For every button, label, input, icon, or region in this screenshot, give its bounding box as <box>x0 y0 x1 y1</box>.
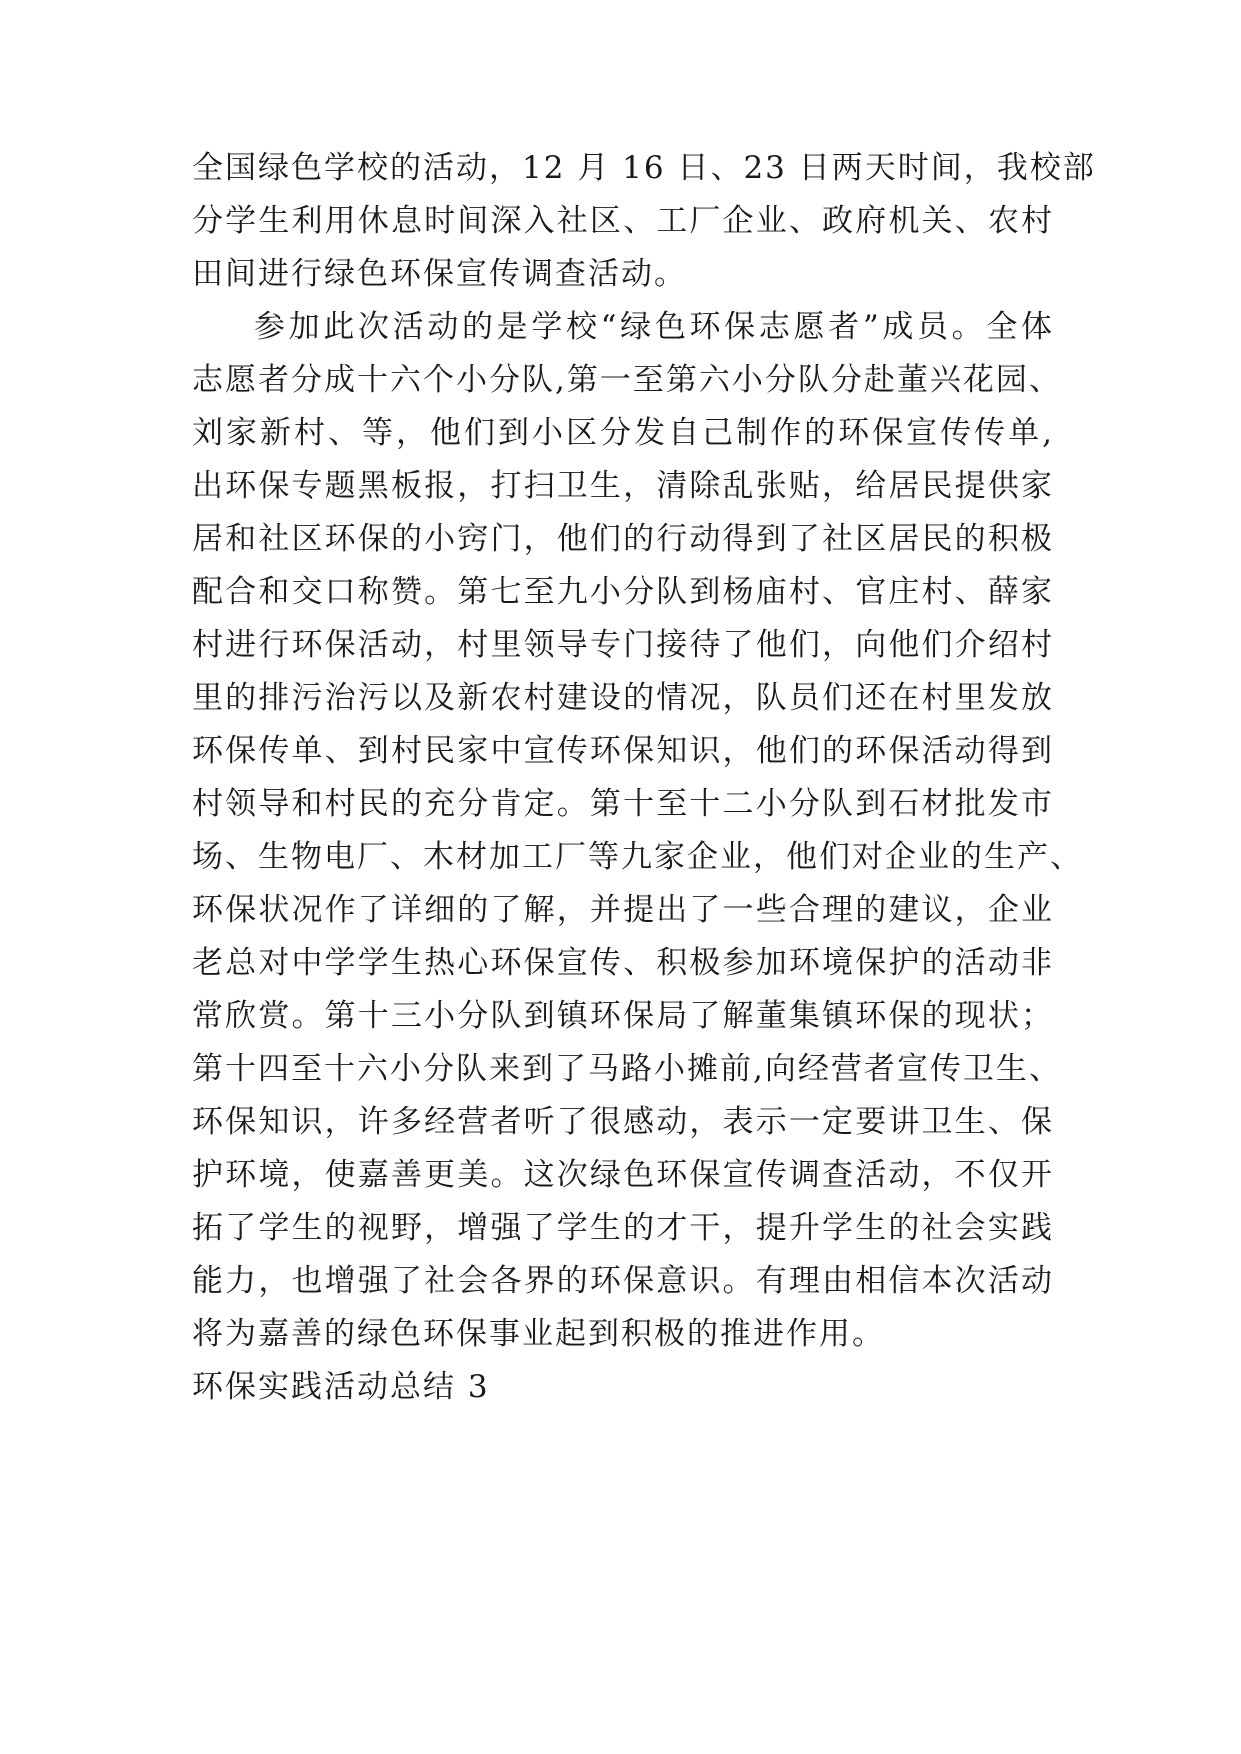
paragraph-2-line-3: 刘家新村、等，他们到小区分发自己制作的环保宣传传单, <box>192 415 1054 451</box>
paragraph-2-line-13: 老总对中学学生热心环保宣传、积极参加环境保护的活动非 <box>192 945 1054 981</box>
paragraph-2-line-1: 参加此次活动的是学校“绿色环保志愿者”成员。全体 <box>254 309 1054 345</box>
paragraph-2-line-9: 环保传单、到村民家中宣传环保知识，他们的环保活动得到 <box>192 733 1054 769</box>
paragraph-2-line-15: 第十四至十六小分队来到了马路小摊前,向经营者宣传卫生、 <box>192 1051 1062 1087</box>
paragraph-2-line-19: 能力，也增强了社会各界的环保意识。有理由相信本次活动 <box>192 1263 1054 1299</box>
section-heading: 环保实践活动总结 3 <box>192 1369 490 1405</box>
paragraph-2-line-2: 志愿者分成十六个小分队,第一至第六小分队分赴董兴花园、 <box>192 362 1062 398</box>
paragraph-2-line-8: 里的排污治污以及新农村建设的情况，队员们还在村里发放 <box>192 680 1054 716</box>
paragraph-2-line-10: 村领导和村民的充分肯定。第十至十二小分队到石材批发市 <box>192 786 1054 822</box>
paragraph-2-line-4: 出环保专题黑板报，打扫卫生，清除乱张贴，给居民提供家 <box>192 468 1054 504</box>
paragraph-2-line-16: 环保知识，许多经营者听了很感动，表示一定要讲卫生、保 <box>192 1104 1054 1140</box>
paragraph-1-line-1: 全国绿色学校的活动，12 月 16 日、23 日两天时间，我校部 <box>192 150 1096 186</box>
paragraph-2-line-5: 居和社区环保的小窍门，他们的行动得到了社区居民的积极 <box>192 521 1054 557</box>
paragraph-2-line-20: 将为嘉善的绿色环保事业起到积极的推进作用。 <box>192 1316 885 1352</box>
paragraph-1-line-2: 分学生利用休息时间深入社区、工厂企业、政府机关、农村 <box>192 203 1054 239</box>
paragraph-2-line-6: 配合和交口称赞。第七至九小分队到杨庙村、官庄村、薛家 <box>192 574 1054 610</box>
paragraph-2-line-12: 环保状况作了详细的了解，并提出了一些合理的建议，企业 <box>192 892 1054 928</box>
paragraph-2-line-7: 村进行环保活动，村里领导专门接待了他们，向他们介绍村 <box>192 627 1054 663</box>
paragraph-2-line-11: 场、生物电厂、木材加工厂等九家企业，他们对企业的生产、 <box>192 839 1083 875</box>
paragraph-1-line-3: 田间进行绿色环保宣传调查活动。 <box>192 256 687 292</box>
paragraph-2-line-17: 护环境，使嘉善更美。这次绿色环保宣传调查活动，不仅开 <box>192 1157 1054 1193</box>
paragraph-2-line-14: 常欣赏。第十三小分队到镇环保局了解董集镇环保的现状； <box>192 998 1054 1034</box>
paragraph-2-line-18: 拓了学生的视野，增强了学生的才干，提升学生的社会实践 <box>192 1210 1054 1246</box>
